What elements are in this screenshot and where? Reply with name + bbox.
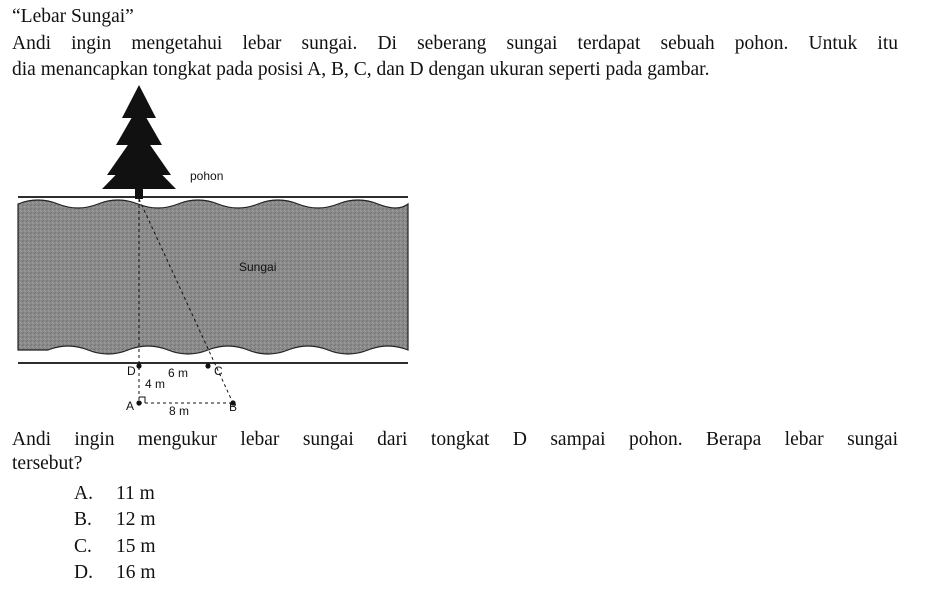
option-c-text: 15 m <box>116 536 156 557</box>
river-label: Sungai <box>239 260 277 274</box>
distance-dc-label: 6 m <box>168 366 189 380</box>
option-b-text: 12 m <box>116 509 156 530</box>
point-c-label: C <box>214 364 223 378</box>
river-water <box>18 200 408 354</box>
point-a-label: A <box>126 399 135 413</box>
option-b[interactable] <box>74 508 156 532</box>
stake-d <box>136 363 141 368</box>
point-b-label: B <box>229 400 238 414</box>
question-line-2: tersebut? <box>12 453 83 474</box>
distance-ab-label: 8 m <box>169 404 190 418</box>
option-b-letter: B. <box>74 509 92 530</box>
stake-a <box>136 400 141 405</box>
question-line-1: Andi ingin mengukur lebar sungai dari tongkat D sampai pohon. Berapa lebar sungai <box>12 429 898 450</box>
option-c-letter: C. <box>74 536 92 557</box>
tree-icon <box>102 85 176 199</box>
tree-label: pohon <box>190 169 224 183</box>
option-a-text: 11 m <box>116 483 155 504</box>
option-d-text: 16 m <box>116 562 156 583</box>
option-a-letter: A. <box>74 483 93 504</box>
problem-paragraph-line-1: Andi ingin mengetahui lebar sungai. Di seberang sungai terdapat sebuah pohon. Untuk itu <box>12 33 898 54</box>
problem-title: “Lebar Sungai” <box>12 6 134 27</box>
point-d-label: D <box>127 364 136 378</box>
option-d[interactable] <box>74 561 156 585</box>
option-a[interactable] <box>74 482 155 506</box>
problem-paragraph-line-2: dia menancapkan tongkat pada posisi A, B, C, dan D dengan ukuran seperti pada gambar. <box>12 59 710 80</box>
option-d-letter: D. <box>74 562 93 583</box>
option-c[interactable] <box>74 535 156 559</box>
river-diagram <box>14 85 414 420</box>
stake-c <box>205 363 210 368</box>
distance-ad-label: 4 m <box>145 377 166 391</box>
